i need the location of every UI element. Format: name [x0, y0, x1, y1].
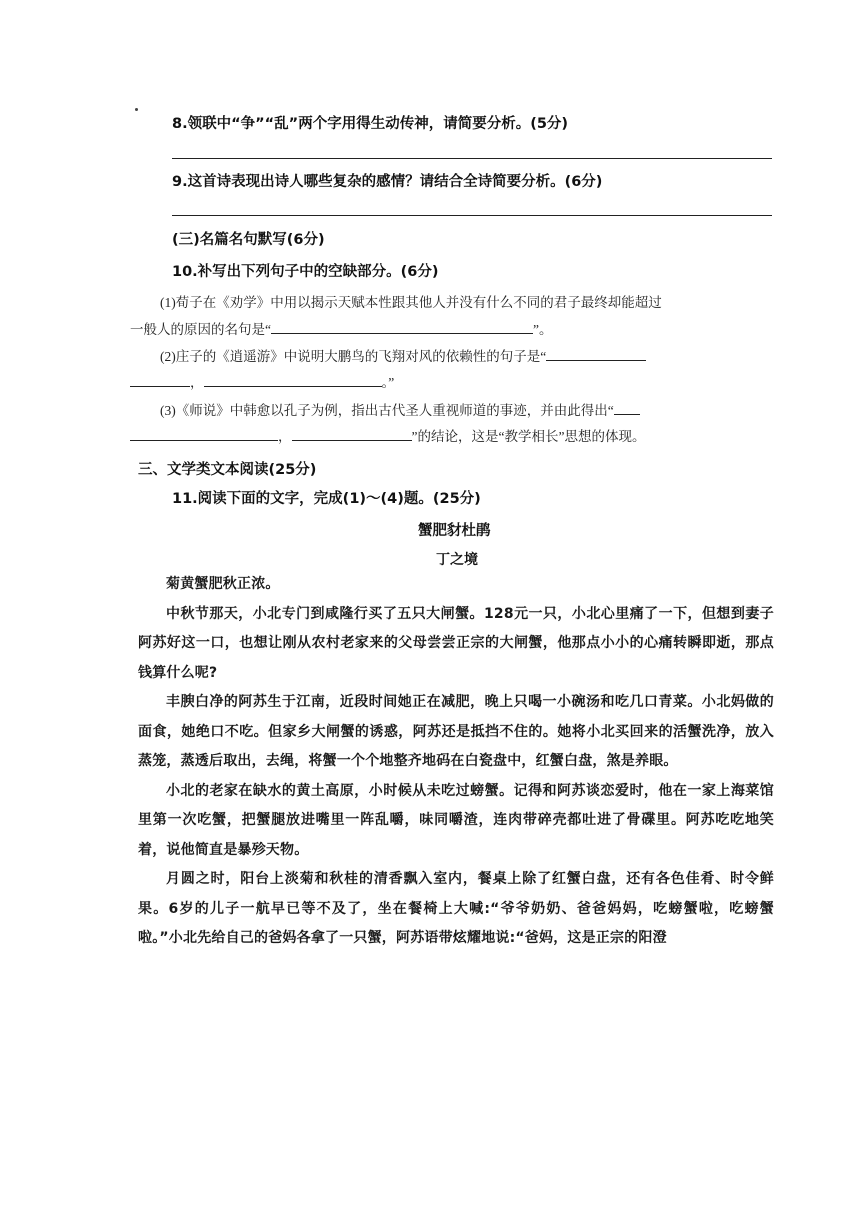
fill-blank-10-2c[interactable]	[204, 374, 382, 387]
story-author: 丁之境	[436, 552, 478, 568]
question-9: 9.这首诗表现出诗人哪些复杂的感情？请结合全诗简要分析。(6分)	[172, 174, 603, 190]
story-paragraph: 丰腴白净的阿苏生于江南，近段时间她正在减肥，晚上只喝一小碗汤和吃几口青菜。小北妈做的面食，她绝口不吃。但家乡大闸蟹的诱惑，阿苏还是抵挡不住的。她将小北买回来的活蟹洗净，放入蒸笼，蒸透后取出，去绳，将蟹一个个地整齐地码在白瓷盘中，红蟹白盘，煞是养眼。	[138, 694, 774, 769]
answer-line-8	[172, 158, 772, 159]
part-title-literary-reading: 三、文学类文本阅读(25分)	[138, 462, 317, 478]
question-10-3-prefix: (3)《师说》中韩愈以孔子为例，指出古代圣人重视师道的事迹，并由此得出“	[160, 403, 614, 418]
question-10: 10.补写出下列句子中的空缺部分。(6分)	[172, 264, 439, 280]
fill-blank-10-3a[interactable]	[614, 402, 640, 415]
story-title: 蟹肥豺杜鹃	[418, 523, 491, 539]
question-10-2-prefix: (2)庄子的《逍遥游》中说明大鹏鸟的飞翔对风的依赖性的句子是“	[160, 349, 547, 364]
fill-blank-10-2a[interactable]	[546, 348, 646, 361]
comma: ，	[190, 375, 204, 390]
answer-line-9	[172, 215, 772, 216]
story-body	[138, 570, 774, 954]
question-10-3-line1	[160, 399, 640, 419]
question-8: 8.领联中“争”“乱”两个字用得生动传神，请简要分析。(5分)	[172, 116, 569, 132]
comma: ，	[278, 429, 292, 444]
question-10-1-line2	[130, 318, 553, 338]
question-10-3-line2	[130, 425, 645, 445]
story-paragraph: 月圆之时，阳台上淡菊和秋桂的清香飘入室内，餐桌上除了红蟹白盘，还有各色佳肴、时令鲜果。6岁的儿子一航早已等不及了，坐在餐椅上大喊:“爷爷奶奶、爸爸妈妈，吃螃蟹啦，吃螃蟹啦。”小北先给自己的爸妈各拿了一只蟹，阿苏语带炫耀地说:“爸妈，这是正宗的阳澄	[138, 871, 774, 946]
question-10-2-suffix: 。”	[381, 375, 395, 390]
fill-blank-10-3b[interactable]	[130, 428, 278, 441]
fill-blank-10-1[interactable]	[271, 321, 533, 334]
question-11: 11.阅读下面的文字，完成(1)～(4)题。(25分)	[172, 491, 481, 507]
story-paragraph: 菊黄蟹肥秋正浓。	[166, 576, 280, 592]
question-10-1-line1: (1)荀子在《劝学》中用以揭示天赋本性跟其他人并没有什么不同的君子最终却能超过	[160, 295, 662, 310]
scan-speck	[135, 108, 138, 111]
story-paragraph: 中秋节那天，小北专门到咸隆行买了五只大闸蟹。128元一只，小北心里痛了一下，但想到妻子阿苏好这一口，也想让刚从农村老家来的父母尝尝正宗的大闸蟹，他那点小小的心痛转瞬即逝，那点钱算什么呢?	[138, 605, 774, 681]
fill-blank-10-3c[interactable]	[292, 428, 412, 441]
story-paragraph: 小北的老家在缺水的黄土高原，小时候从未吃过螃蟹。记得和阿苏谈恋爱时，他在一家上海菜馆里第一次吃蟹，把蟹腿放进嘴里一阵乱嚼，味同嚼渣，连肉带碎壳都吐进了骨碟里。阿苏吃吃地笑着，说他简直是暴殄天物。	[138, 782, 774, 858]
question-10-1-prefix: 一般人的原因的名句是“	[130, 322, 271, 337]
fill-blank-10-2b[interactable]	[130, 374, 190, 387]
question-10-1-suffix: ”。	[533, 322, 553, 337]
question-10-2-line2	[130, 371, 394, 391]
section-title-recitation: (三)名篇名句默写(6分)	[172, 232, 325, 248]
question-10-3-suffix: ”的结论，这是“教学相长”思想的体现。	[411, 429, 646, 444]
question-10-2-line1	[160, 345, 646, 365]
